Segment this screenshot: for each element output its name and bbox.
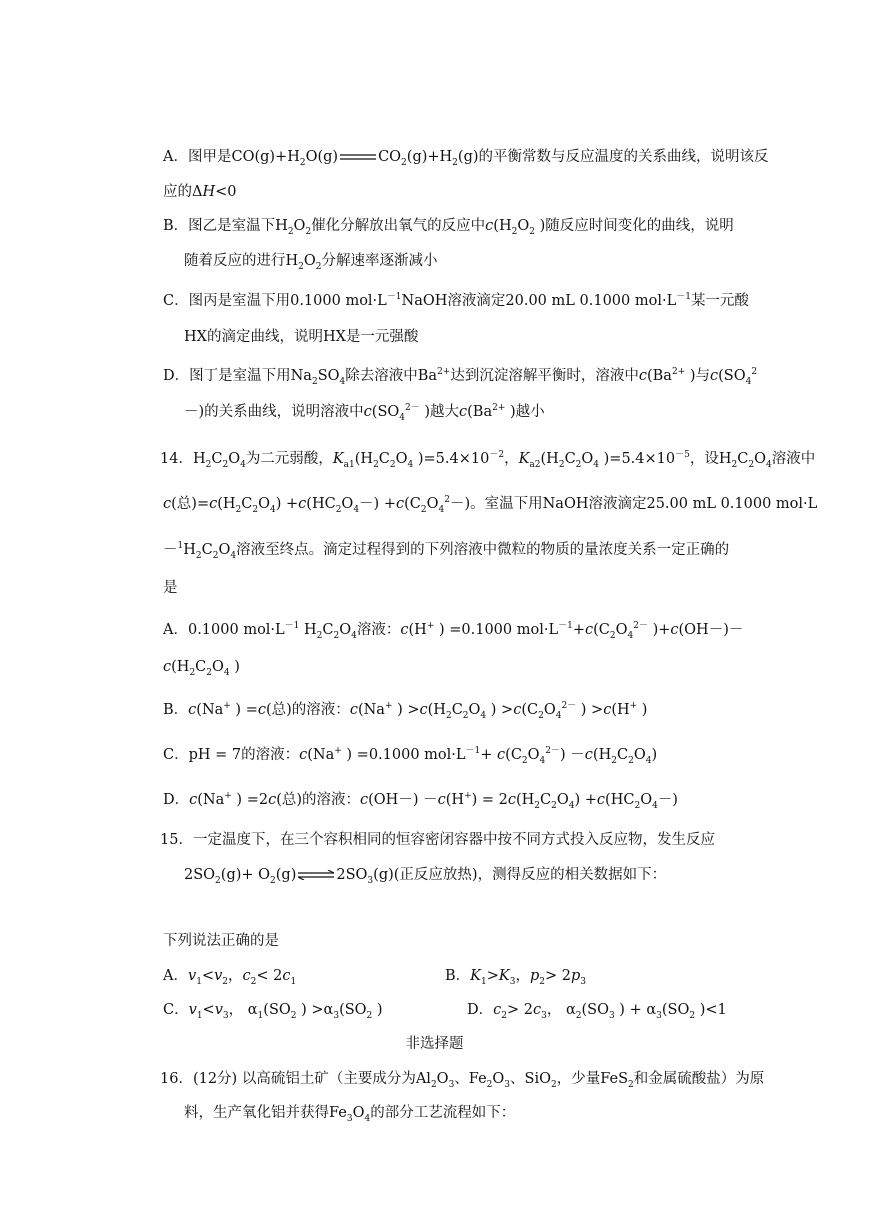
q14-option-d: D．c(Na+ ) =2c(总)的溶液：$c(OH-) -c(H^+) = 2c(H_2C_2O_4) +c(HC_2O_4-)$ [163, 791, 678, 811]
q14-option-a-line2: $c(H_2C_2O_4$ ) [163, 659, 240, 678]
section-heading: 非选择题 [405, 1036, 464, 1052]
q14-option-b: B．c(Na+ ) =c(总)的溶液：c(Na+ ) $>c(H_2C_2O_4$ ) $>c(C_2O_4^{2-}$ ) >c(H+ ) [163, 701, 648, 721]
q13-option-b-line1: B．图乙是室温下$H_2O_2$催化分解放出氧气的反应中$c(H_2O_2$ )随反应时间变化的曲线，说明 [163, 218, 734, 237]
q15-stem-line1: 15．一定温度下，在三个容积相同的恒容密闭容器中按不同方式投入反应物，发生反应 [160, 832, 715, 848]
q14-option-a-line1: A．0.1000 $mol\cdot L^{-1}$ $H_2C_2O_4$溶液：c(H+ ) =0.1000 $mol\cdot L^{-1}+c(C_2O_4^{2-}$ )+c(OH－)－ [163, 621, 744, 641]
q14-option-c: C．pH = 7的溶液：c(Na+ ) =0.1000 $mol\cdot L^{-1}+ c(C_2O_4^{2-}) -c(H_2C_2O_4)$ [163, 746, 658, 766]
q13-option-d-line2: －)的关系曲线，说明溶液中$c(SO_4^{2-}$ )越大$c(Ba^{2+}$ )越小 [184, 403, 545, 423]
q16-stem-line1: 16．(12分) 以高硫铝土矿（主要成分为$Al_2O_3$、$Fe_2O_3$、SiO$_2$，少量FeS$_2$和金属硫酸盐）为原 [160, 1071, 765, 1090]
q15-stem-line2: $2SO_2(g)+ O_2(g)$ $2SO_3(g)$(正反应放热)，测得反应的相关数据如下： [184, 867, 667, 886]
q15-option-a: A．$v_1<v_2$，$c_2< 2c_1$ [163, 968, 297, 987]
q15-option-c: C．$v_1<v_3$， $\alpha_1(SO_2$ ) $>\alpha_3(SO_2$ ) [163, 1002, 383, 1021]
q14-stem-line1: 14．$H_2C_2O_4$为二元弱酸，$K_{a1}(H_2C_2O_4$ )$=5.4\times 10^{-2}$，$K_{a2}(H_2C_2O_4$ )$=5.4\times 10^{-5}$，设$H_2C_2O_4$溶液中 [160, 450, 816, 470]
equilibrium-equals-icon [339, 152, 377, 162]
q14-stem-line2: c(总)$=c(H_2C_2O_4) +c(HC_2O_4-) +c(C_2O_4^2-)$。室温下用NaOH溶液滴定25.00 mL 0.1000 mol·L [163, 495, 818, 515]
q14-stem-line3: $-^1H_2C_2O_4$溶液至终点。滴定过程得到的下列溶液中微粒的物质的量浓度关系一定正确的 [163, 541, 730, 561]
q15-option-d: D．$c_2> 2c_3$， $\alpha_2(SO_3$ ) + $\alpha_3(SO_2$ )<1 [467, 1002, 727, 1021]
q16-stem-line2: 料，生产氧化铝并获得$Fe_3O_4$的部分工艺流程如下： [184, 1105, 516, 1124]
q14-stem-line4: 是 [163, 580, 178, 596]
q13-option-d-line1: D．图丁是室温下用$Na_2SO_4$除去溶液中$Ba^{2+}$达到沉淀溶解平衡时，溶液中$c(Ba^{2+}$ )与$c(SO_4^2$ [163, 367, 758, 387]
q15-question: 下列说法正确的是 [163, 933, 279, 949]
q13-option-c-line2: HX的滴定曲线，说明HX是一元强酸 [184, 329, 419, 345]
reversible-arrow-icon [297, 870, 335, 880]
q13-option-a-line2: 应的ΔH<0 [163, 184, 237, 200]
q13-option-b-line2: 随着反应的进行$H_2O_2$分解速率逐渐减小 [184, 253, 438, 272]
q13-option-a-line1: A．图甲是$CO(g)+H_2O(g)$ $CO_2(g)+H_2(g)$的平衡常数与反应温度的关系曲线，说明该反 [163, 149, 769, 168]
q13-option-c-line1: C．图丙是室温下用0.1000 $mol\cdot L^{-1}NaOH$溶液滴定20.00 mL 0.1000 $mol\cdot L^{-1}$某一元酸 [163, 292, 749, 309]
q15-option-b: B．$K_1>K_3$，$p_2> 2p_3$ [445, 968, 587, 987]
